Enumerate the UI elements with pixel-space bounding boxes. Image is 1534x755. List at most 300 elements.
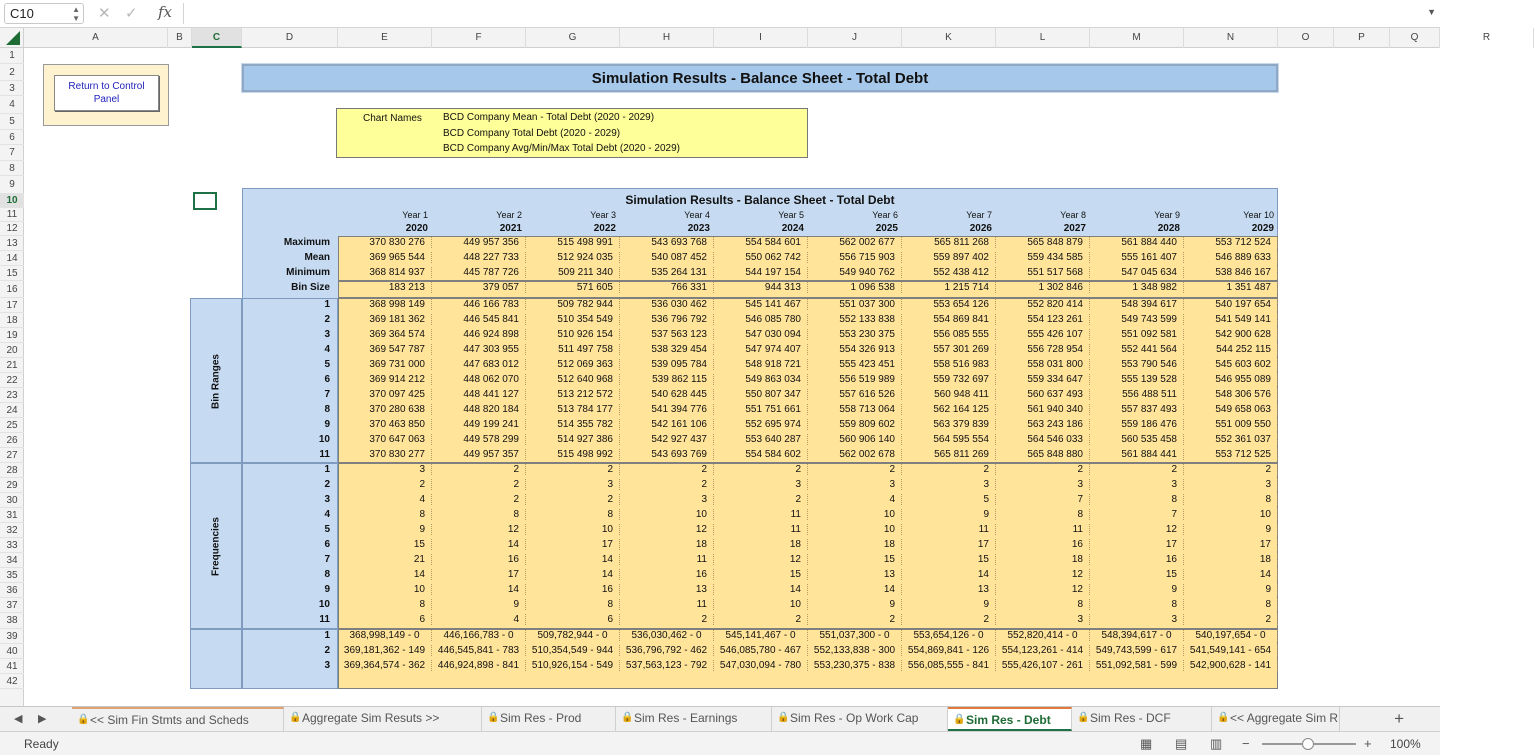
- column-header-e[interactable]: E: [338, 28, 432, 48]
- page-layout-view-icon[interactable]: ▤: [1175, 736, 1188, 751]
- name-box[interactable]: [4, 3, 84, 24]
- value-cell[interactable]: 379 057: [432, 282, 526, 293]
- row-header-40[interactable]: 40: [0, 644, 24, 659]
- row-header-10[interactable]: 10: [0, 194, 24, 208]
- value-cell[interactable]: 10: [808, 509, 902, 520]
- value-cell[interactable]: 542 900 628: [1184, 329, 1278, 340]
- row-header-6[interactable]: 6: [0, 130, 24, 145]
- value-cell[interactable]: 369 731 000: [338, 359, 432, 370]
- value-cell[interactable]: 540 087 452: [620, 252, 714, 263]
- row-header-35[interactable]: 35: [0, 568, 24, 583]
- column-header-r[interactable]: R: [1440, 28, 1534, 48]
- formula-input[interactable]: [183, 3, 1428, 24]
- value-cell[interactable]: 553 640 287: [714, 434, 808, 445]
- value-cell[interactable]: 562 164 125: [902, 404, 996, 415]
- value-cell[interactable]: 559 897 402: [902, 252, 996, 263]
- value-cell[interactable]: 547 030 094: [714, 329, 808, 340]
- range-label-cell[interactable]: 0 - 368,998,149: [338, 630, 432, 641]
- selected-cell-c10[interactable]: [193, 192, 217, 210]
- value-cell[interactable]: 183 213: [338, 282, 432, 293]
- value-cell[interactable]: 546 889 633: [1184, 252, 1278, 263]
- value-cell[interactable]: 2: [526, 464, 620, 475]
- value-cell[interactable]: 512 924 035: [526, 252, 620, 263]
- value-cell[interactable]: 3: [714, 479, 808, 490]
- cancel-icon[interactable]: ✕: [98, 5, 111, 22]
- value-cell[interactable]: 544 197 154: [714, 267, 808, 278]
- value-cell[interactable]: 2: [526, 494, 620, 505]
- value-cell[interactable]: 2: [1090, 464, 1184, 475]
- value-cell[interactable]: 16: [526, 584, 620, 595]
- value-cell[interactable]: 550 062 742: [714, 252, 808, 263]
- column-header-h[interactable]: H: [620, 28, 714, 48]
- value-cell[interactable]: 512 640 968: [526, 374, 620, 385]
- value-cell[interactable]: 565 848 880: [996, 449, 1090, 460]
- value-cell[interactable]: 4: [808, 494, 902, 505]
- range-label-cell[interactable]: 0 - 552,820,414: [996, 630, 1090, 641]
- row-header-11[interactable]: 11: [0, 208, 24, 222]
- value-cell[interactable]: 2: [432, 464, 526, 475]
- range-label-cell[interactable]: 0 - 548,394,617: [1090, 630, 1184, 641]
- value-cell[interactable]: 544 252 115: [1184, 344, 1278, 355]
- value-cell[interactable]: 553 712 525: [1184, 449, 1278, 460]
- value-cell[interactable]: 552 695 974: [714, 419, 808, 430]
- value-cell[interactable]: 4: [432, 614, 526, 625]
- row-header-15[interactable]: 15: [0, 266, 24, 281]
- value-cell[interactable]: 513 212 572: [526, 389, 620, 400]
- row-header-39[interactable]: 39: [0, 629, 24, 644]
- value-cell[interactable]: 14: [902, 569, 996, 580]
- range-label-cell[interactable]: 599 - 551,092,581: [1090, 660, 1184, 671]
- value-cell[interactable]: 13: [808, 569, 902, 580]
- range-label-cell[interactable]: 654 - 541,549,141: [1184, 645, 1278, 656]
- value-cell[interactable]: 551 517 568: [996, 267, 1090, 278]
- value-cell[interactable]: 545 603 602: [1184, 359, 1278, 370]
- value-cell[interactable]: 540 628 445: [620, 389, 714, 400]
- value-cell[interactable]: 11: [714, 524, 808, 535]
- value-cell[interactable]: 12: [996, 584, 1090, 595]
- value-cell[interactable]: 3: [808, 479, 902, 490]
- value-cell[interactable]: 12: [620, 524, 714, 535]
- value-cell[interactable]: 510 926 154: [526, 329, 620, 340]
- value-cell[interactable]: 15: [338, 539, 432, 550]
- value-cell[interactable]: 15: [714, 569, 808, 580]
- value-cell[interactable]: 8: [338, 599, 432, 610]
- name-box-dropdown-icon[interactable]: ▲ ▼: [72, 5, 80, 23]
- value-cell[interactable]: 2: [620, 464, 714, 475]
- value-cell[interactable]: 551 037 300: [808, 299, 902, 310]
- value-cell[interactable]: 2: [714, 614, 808, 625]
- value-cell[interactable]: 8: [432, 509, 526, 520]
- value-cell[interactable]: 553 230 375: [808, 329, 902, 340]
- value-cell[interactable]: 8: [1184, 599, 1278, 610]
- value-cell[interactable]: 538 846 167: [1184, 267, 1278, 278]
- value-cell[interactable]: 560 948 411: [902, 389, 996, 400]
- range-label-cell[interactable]: 0 - 551,037,300: [808, 630, 902, 641]
- value-cell[interactable]: 553 654 126: [902, 299, 996, 310]
- previous-sheet-icon[interactable]: ◀: [14, 713, 23, 725]
- value-cell[interactable]: 543 693 768: [620, 237, 714, 248]
- column-header-i[interactable]: I: [714, 28, 808, 48]
- value-cell[interactable]: 559 809 602: [808, 419, 902, 430]
- row-header-24[interactable]: 24: [0, 403, 24, 418]
- row-header-8[interactable]: 8: [0, 161, 24, 176]
- row-header-23[interactable]: 23: [0, 388, 24, 403]
- value-cell[interactable]: 9: [1090, 584, 1184, 595]
- value-cell[interactable]: 944 313: [714, 282, 808, 293]
- value-cell[interactable]: 370 463 850: [338, 419, 432, 430]
- row-header-1[interactable]: 1: [0, 48, 24, 64]
- row-header-26[interactable]: 26: [0, 433, 24, 448]
- value-cell[interactable]: 553 712 524: [1184, 237, 1278, 248]
- row-header-38[interactable]: 38: [0, 613, 24, 629]
- value-cell[interactable]: 538 329 454: [620, 344, 714, 355]
- value-cell[interactable]: 10: [714, 599, 808, 610]
- value-cell[interactable]: 1 348 982: [1090, 282, 1184, 293]
- value-cell[interactable]: 1 096 538: [808, 282, 902, 293]
- row-header-7[interactable]: 7: [0, 145, 24, 161]
- value-cell[interactable]: 554 584 601: [714, 237, 808, 248]
- value-cell[interactable]: 6: [526, 614, 620, 625]
- value-cell[interactable]: 2: [902, 614, 996, 625]
- range-label-cell[interactable]: 549 - 510,926,154: [526, 660, 620, 671]
- row-header-16[interactable]: 16: [0, 281, 24, 298]
- sheet-tab-sim-res-dcf[interactable]: [1072, 707, 1212, 731]
- column-header-f[interactable]: F: [432, 28, 526, 48]
- row-header-36[interactable]: 36: [0, 583, 24, 598]
- value-cell[interactable]: 536 030 462: [620, 299, 714, 310]
- value-cell[interactable]: 548 394 617: [1090, 299, 1184, 310]
- value-cell[interactable]: 12: [714, 554, 808, 565]
- row-header-20[interactable]: 20: [0, 343, 24, 358]
- value-cell[interactable]: 370 830 276: [338, 237, 432, 248]
- value-cell[interactable]: 17: [432, 569, 526, 580]
- value-cell[interactable]: 548 306 576: [1184, 389, 1278, 400]
- range-label-cell[interactable]: 467 - 546,085,780: [714, 645, 808, 656]
- value-cell[interactable]: 446 545 841: [432, 314, 526, 325]
- value-cell[interactable]: 1 351 487: [1184, 282, 1278, 293]
- value-cell[interactable]: 18: [996, 554, 1090, 565]
- range-label-cell[interactable]: 944 - 510,354,549: [526, 645, 620, 656]
- value-cell[interactable]: 560 535 458: [1090, 434, 1184, 445]
- value-cell[interactable]: 369 364 574: [338, 329, 432, 340]
- value-cell[interactable]: 556 715 903: [808, 252, 902, 263]
- value-cell[interactable]: 571 605: [526, 282, 620, 293]
- range-label-cell[interactable]: 0 - 536,030,462: [620, 630, 714, 641]
- value-cell[interactable]: 540 197 654: [1184, 299, 1278, 310]
- value-cell[interactable]: 3: [620, 494, 714, 505]
- row-header-42[interactable]: 42: [0, 674, 24, 689]
- value-cell[interactable]: 3: [526, 479, 620, 490]
- sheet-tab-sim-res-debt[interactable]: [948, 707, 1072, 731]
- row-header-22[interactable]: 22: [0, 373, 24, 388]
- value-cell[interactable]: 11: [996, 524, 1090, 535]
- value-cell[interactable]: 18: [714, 539, 808, 550]
- value-cell[interactable]: 17: [526, 539, 620, 550]
- row-header-30[interactable]: 30: [0, 493, 24, 508]
- value-cell[interactable]: 13: [902, 584, 996, 595]
- value-cell[interactable]: 565 811 268: [902, 237, 996, 248]
- value-cell[interactable]: 15: [902, 554, 996, 565]
- range-label-cell[interactable]: 300 - 552,133,838: [808, 645, 902, 656]
- value-cell[interactable]: 511 497 758: [526, 344, 620, 355]
- column-header-g[interactable]: G: [526, 28, 620, 48]
- value-cell[interactable]: 555 161 407: [1090, 252, 1184, 263]
- value-cell[interactable]: 551 092 581: [1090, 329, 1184, 340]
- column-header-j[interactable]: J: [808, 28, 902, 48]
- sheet-tab-sim-res-earnings[interactable]: [616, 707, 772, 731]
- sheet-tab-sim-res-prod[interactable]: [482, 707, 616, 731]
- range-label-cell[interactable]: 141 - 542,900,628: [1184, 660, 1278, 671]
- value-cell[interactable]: 15: [1090, 569, 1184, 580]
- value-cell[interactable]: 12: [1090, 524, 1184, 535]
- value-cell[interactable]: 10: [526, 524, 620, 535]
- value-cell[interactable]: 563 379 839: [902, 419, 996, 430]
- value-cell[interactable]: 13: [620, 584, 714, 595]
- value-cell[interactable]: 10: [1184, 509, 1278, 520]
- range-label-cell[interactable]: 0 - 540,197,654: [1184, 630, 1278, 641]
- row-header-4[interactable]: 4: [0, 96, 24, 114]
- value-cell[interactable]: 369 965 544: [338, 252, 432, 263]
- row-header-33[interactable]: 33: [0, 538, 24, 553]
- value-cell[interactable]: 3: [1090, 614, 1184, 625]
- value-cell[interactable]: 16: [1090, 554, 1184, 565]
- row-header-13[interactable]: 13: [0, 236, 24, 251]
- return-to-control-panel-button[interactable]: [54, 75, 159, 111]
- range-label-cell[interactable]: 261 - 555,426,107: [996, 660, 1090, 671]
- value-cell[interactable]: 2: [996, 464, 1090, 475]
- value-cell[interactable]: 370 647 063: [338, 434, 432, 445]
- value-cell[interactable]: 8: [526, 599, 620, 610]
- select-all-button[interactable]: [0, 28, 24, 48]
- value-cell[interactable]: 509 211 340: [526, 267, 620, 278]
- value-cell[interactable]: 10: [808, 524, 902, 535]
- column-header-k[interactable]: K: [902, 28, 996, 48]
- value-cell[interactable]: 449 578 299: [432, 434, 526, 445]
- value-cell[interactable]: 541 549 141: [1184, 314, 1278, 325]
- row-header-31[interactable]: 31: [0, 508, 24, 523]
- value-cell[interactable]: 3: [338, 464, 432, 475]
- range-label-cell[interactable]: 149 - 369,181,362: [338, 645, 432, 656]
- worksheet-grid[interactable]: [24, 48, 1440, 706]
- row-header-25[interactable]: 25: [0, 418, 24, 433]
- value-cell[interactable]: 7: [1090, 509, 1184, 520]
- row-header-3[interactable]: 3: [0, 81, 24, 96]
- value-cell[interactable]: 9: [902, 599, 996, 610]
- value-cell[interactable]: 554 584 602: [714, 449, 808, 460]
- value-cell[interactable]: 549 658 063: [1184, 404, 1278, 415]
- value-cell[interactable]: 2: [338, 479, 432, 490]
- value-cell[interactable]: 562 002 677: [808, 237, 902, 248]
- row-header-29[interactable]: 29: [0, 478, 24, 493]
- value-cell[interactable]: 552 361 037: [1184, 434, 1278, 445]
- value-cell[interactable]: 2: [714, 464, 808, 475]
- value-cell[interactable]: 18: [1184, 554, 1278, 565]
- value-cell[interactable]: 1 302 846: [996, 282, 1090, 293]
- column-header-d[interactable]: D: [242, 28, 338, 48]
- value-cell[interactable]: 6: [338, 614, 432, 625]
- value-cell[interactable]: 2: [432, 479, 526, 490]
- column-header-q[interactable]: Q: [1390, 28, 1440, 48]
- value-cell[interactable]: 1 215 714: [902, 282, 996, 293]
- row-header-21[interactable]: 21: [0, 358, 24, 373]
- value-cell[interactable]: 368 814 937: [338, 267, 432, 278]
- next-sheet-icon[interactable]: ▶: [38, 713, 47, 725]
- value-cell[interactable]: 546 955 089: [1184, 374, 1278, 385]
- value-cell[interactable]: 369 181 362: [338, 314, 432, 325]
- row-header-14[interactable]: 14: [0, 251, 24, 266]
- value-cell[interactable]: 554 869 841: [902, 314, 996, 325]
- range-label-cell[interactable]: 126 - 554,869,841: [902, 645, 996, 656]
- value-cell[interactable]: 564 595 554: [902, 434, 996, 445]
- value-cell[interactable]: 546 085 780: [714, 314, 808, 325]
- value-cell[interactable]: 8: [1090, 599, 1184, 610]
- row-header-2[interactable]: 2: [0, 64, 24, 81]
- sheet-tab-aggregate-sim-r[interactable]: [1212, 707, 1340, 731]
- value-cell[interactable]: 14: [1184, 569, 1278, 580]
- value-cell[interactable]: 565 811 269: [902, 449, 996, 460]
- value-cell[interactable]: 552 133 838: [808, 314, 902, 325]
- value-cell[interactable]: 558 031 800: [996, 359, 1090, 370]
- value-cell[interactable]: 561 884 441: [1090, 449, 1184, 460]
- value-cell[interactable]: 554 326 913: [808, 344, 902, 355]
- column-header-m[interactable]: M: [1090, 28, 1184, 48]
- value-cell[interactable]: 543 693 769: [620, 449, 714, 460]
- value-cell[interactable]: 10: [620, 509, 714, 520]
- value-cell[interactable]: 18: [808, 539, 902, 550]
- value-cell[interactable]: 2: [902, 464, 996, 475]
- row-header-17[interactable]: 17: [0, 298, 24, 313]
- value-cell[interactable]: 558 516 983: [902, 359, 996, 370]
- page-break-view-icon[interactable]: ▥: [1210, 736, 1223, 751]
- value-cell[interactable]: 11: [620, 599, 714, 610]
- value-cell[interactable]: 515 498 992: [526, 449, 620, 460]
- value-cell[interactable]: 535 264 131: [620, 267, 714, 278]
- value-cell[interactable]: 2: [1184, 614, 1278, 625]
- value-cell[interactable]: 542 161 106: [620, 419, 714, 430]
- value-cell[interactable]: 549 863 034: [714, 374, 808, 385]
- value-cell[interactable]: 555 139 528: [1090, 374, 1184, 385]
- row-header-18[interactable]: 18: [0, 313, 24, 328]
- value-cell[interactable]: 17: [1184, 539, 1278, 550]
- value-cell[interactable]: 2: [808, 464, 902, 475]
- value-cell[interactable]: 2: [714, 494, 808, 505]
- value-cell[interactable]: 3: [996, 614, 1090, 625]
- value-cell[interactable]: 513 784 177: [526, 404, 620, 415]
- value-cell[interactable]: 557 616 526: [808, 389, 902, 400]
- value-cell[interactable]: 553 790 546: [1090, 359, 1184, 370]
- range-label-cell[interactable]: 462 - 536,796,792: [620, 645, 714, 656]
- value-cell[interactable]: 370 280 638: [338, 404, 432, 415]
- column-header-p[interactable]: P: [1334, 28, 1390, 48]
- value-cell[interactable]: 447 683 012: [432, 359, 526, 370]
- value-cell[interactable]: 445 787 726: [432, 267, 526, 278]
- value-cell[interactable]: 510 354 549: [526, 314, 620, 325]
- value-cell[interactable]: 557 301 269: [902, 344, 996, 355]
- sheet-tab-aggregate-sim-resuts[interactable]: [284, 707, 482, 731]
- range-label-cell[interactable]: 841 - 556,085,555: [902, 660, 996, 671]
- value-cell[interactable]: 509 782 944: [526, 299, 620, 310]
- enter-icon[interactable]: ✓: [125, 5, 138, 22]
- column-header-o[interactable]: O: [1278, 28, 1334, 48]
- value-cell[interactable]: 448 227 733: [432, 252, 526, 263]
- value-cell[interactable]: 550 807 347: [714, 389, 808, 400]
- value-cell[interactable]: 559 732 697: [902, 374, 996, 385]
- value-cell[interactable]: 3: [1090, 479, 1184, 490]
- value-cell[interactable]: 12: [432, 524, 526, 535]
- value-cell[interactable]: 11: [714, 509, 808, 520]
- range-label-cell[interactable]: 783 - 446,545,841: [432, 645, 526, 656]
- value-cell[interactable]: 9: [338, 524, 432, 535]
- value-cell[interactable]: 2: [1184, 464, 1278, 475]
- value-cell[interactable]: 9: [1184, 524, 1278, 535]
- value-cell[interactable]: 447 303 955: [432, 344, 526, 355]
- value-cell[interactable]: 370 830 277: [338, 449, 432, 460]
- row-header-27[interactable]: 27: [0, 448, 24, 463]
- value-cell[interactable]: 9: [808, 599, 902, 610]
- value-cell[interactable]: 8: [996, 509, 1090, 520]
- value-cell[interactable]: 2: [620, 479, 714, 490]
- normal-view-icon[interactable]: ▦: [1140, 736, 1153, 751]
- value-cell[interactable]: 563 243 186: [996, 419, 1090, 430]
- value-cell[interactable]: 549 743 599: [1090, 314, 1184, 325]
- value-cell[interactable]: 548 918 721: [714, 359, 808, 370]
- value-cell[interactable]: 14: [432, 539, 526, 550]
- value-cell[interactable]: 541 394 776: [620, 404, 714, 415]
- column-header-l[interactable]: L: [996, 28, 1090, 48]
- value-cell[interactable]: 545 141 467: [714, 299, 808, 310]
- row-header-37[interactable]: 37: [0, 598, 24, 613]
- value-cell[interactable]: 539 862 115: [620, 374, 714, 385]
- value-cell[interactable]: 18: [620, 539, 714, 550]
- column-header-c[interactable]: C: [192, 28, 242, 48]
- range-label-cell[interactable]: 0 - 509,782,944: [526, 630, 620, 641]
- row-header-19[interactable]: 19: [0, 328, 24, 343]
- value-cell[interactable]: 14: [714, 584, 808, 595]
- value-cell[interactable]: 17: [902, 539, 996, 550]
- value-cell[interactable]: 8: [1184, 494, 1278, 505]
- zoom-in-icon[interactable]: +: [1364, 736, 1372, 751]
- value-cell[interactable]: 564 546 033: [996, 434, 1090, 445]
- value-cell[interactable]: 514 927 386: [526, 434, 620, 445]
- value-cell[interactable]: 16: [996, 539, 1090, 550]
- value-cell[interactable]: 557 837 493: [1090, 404, 1184, 415]
- value-cell[interactable]: 369 914 212: [338, 374, 432, 385]
- value-cell[interactable]: 2: [432, 494, 526, 505]
- value-cell[interactable]: 555 426 107: [996, 329, 1090, 340]
- value-cell[interactable]: 558 713 064: [808, 404, 902, 415]
- sheet-tab-sim-fin-stmts-and-scheds[interactable]: [72, 707, 284, 731]
- value-cell[interactable]: 556 728 954: [996, 344, 1090, 355]
- value-cell[interactable]: 561 884 440: [1090, 237, 1184, 248]
- row-header-12[interactable]: 12: [0, 222, 24, 236]
- add-sheet-icon[interactable]: +: [1394, 709, 1404, 728]
- value-cell[interactable]: 8: [996, 599, 1090, 610]
- value-cell[interactable]: 554 123 261: [996, 314, 1090, 325]
- value-cell[interactable]: 369 547 787: [338, 344, 432, 355]
- value-cell[interactable]: 551 009 550: [1184, 419, 1278, 430]
- value-cell[interactable]: 16: [432, 554, 526, 565]
- value-cell[interactable]: 559 434 585: [996, 252, 1090, 263]
- value-cell[interactable]: 368 998 149: [338, 299, 432, 310]
- value-cell[interactable]: 8: [338, 509, 432, 520]
- column-header-n[interactable]: N: [1184, 28, 1278, 48]
- row-header-9[interactable]: 9: [0, 176, 24, 194]
- range-label-cell[interactable]: 414 - 554,123,261: [996, 645, 1090, 656]
- value-cell[interactable]: 448 441 127: [432, 389, 526, 400]
- value-cell[interactable]: 370 097 425: [338, 389, 432, 400]
- range-label-cell[interactable]: 0 - 553,654,126: [902, 630, 996, 641]
- value-cell[interactable]: 8: [526, 509, 620, 520]
